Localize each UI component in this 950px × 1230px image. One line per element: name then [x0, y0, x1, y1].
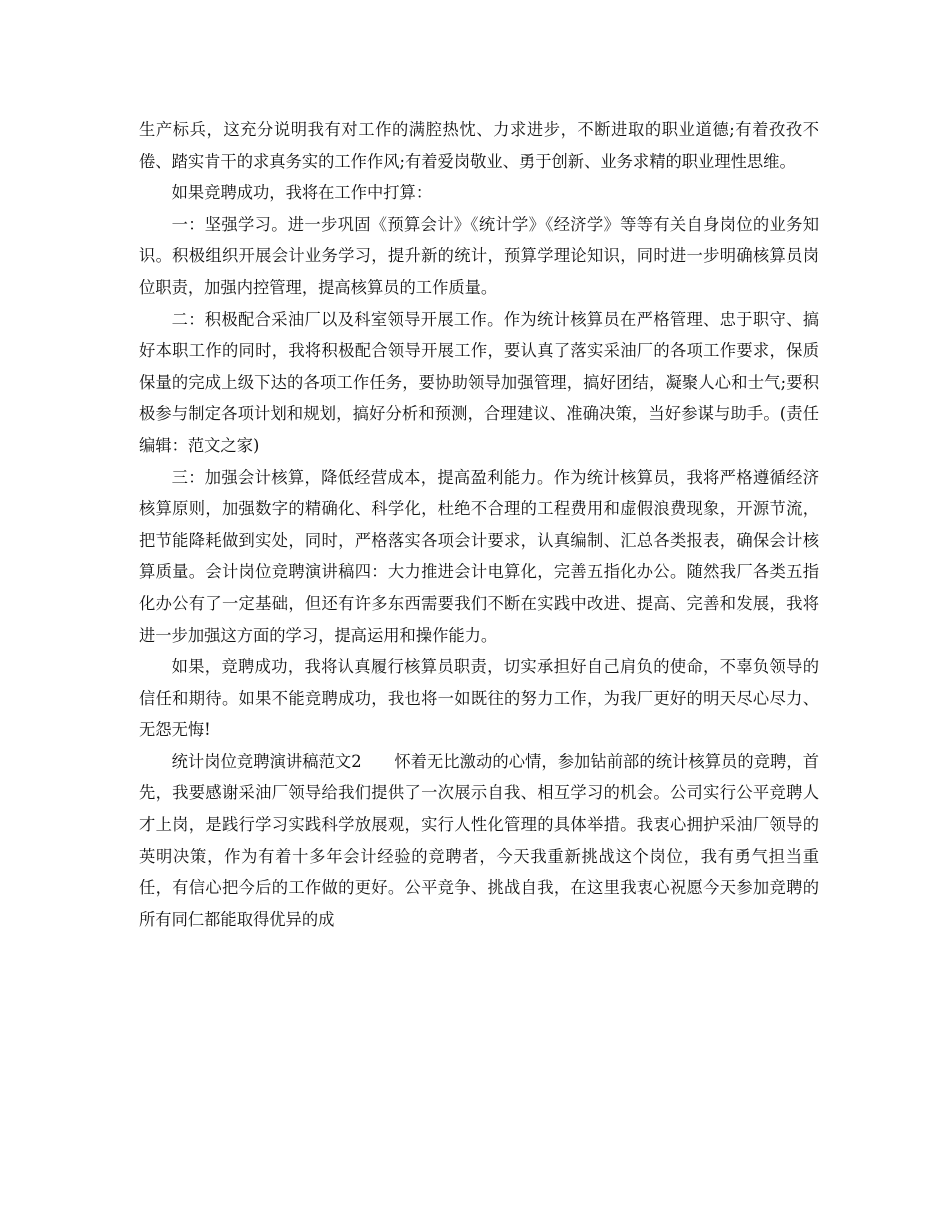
paragraph: 三：加强会计核算，降低经营成本，提高盈利能力。作为统计核算员，我将严格遵循经济核算原则，加强数字的精确化、科学化，杜绝不合理的工程费用和虚假浪费现象，开源节流，把节能降耗做到实处，同时，严格落实各项会计要求，认真编制、汇总各类报表，确保会计核算质量。会计岗位竞聘演讲稿四：大力推进会计电算化，完善五指化办公。随然我厂各类五指化办公有了一定基础，但还有许多东西需要我们不断在实践中改进、提高、完善和发展，我将进一步加强这方面的学习，提高运用和操作能力。 — [139, 467, 819, 645]
document-body — [139, 114, 819, 935]
paragraph-continuation: 生产标兵，这充分说明我有对工作的满腔热忱、力求进步，不断进取的职业道德;有着孜孜不倦、踏实肯干的求真务实的工作作风;有着爱岗敬业、勇于创新、业务求精的职业理性思维。 — [139, 120, 819, 171]
paragraph: 一：坚强学习。进一步巩固《预算会计》《统计学》《经济学》等等有关自身岗位的业务知识。积极组织开展会计业务学习，提升新的统计，预算学理论知识，同时进一步明确核算员岗位职责，加强内控管理，提高核算员的工作质量。 — [139, 214, 819, 297]
paragraph: 如果竞聘成功，我将在工作中打算： — [171, 183, 433, 203]
paragraph: 二：积极配合采油厂以及科室领导开展工作。作为统计核算员在严格管理、忠于职守、搞好本职工作的同时，我将积极配合领导开展工作，要认真了落实采油厂的各项工作要求，保质保量的完成上级下达的各项工作任务，要协助领导加强管理，搞好团结，凝聚人心和士气;要积极参与制定各项计划和规划，搞好分析和预测，合理建议、准确决策，当好参谋与助手。(责任编辑：范文之家) — [139, 309, 819, 455]
paragraph: 如果，竞聘成功，我将认真履行核算员职责，切实承担好自己肩负的使命，不辜负领导的信任和期待。如果不能竞聘成功，我也将一如既往的努力工作，为我厂更好的明天尽心尽力、无怨无悔! — [139, 657, 819, 740]
paragraph: 统计岗位竞聘演讲稿范文2 怀着无比激动的心情，参加钻前部的统计核算员的竞聘，首先，我要感谢采油厂领导给我们提供了一次展示自我、相互学习的机会。公司实行公平竞聘人才上岗，是践行学习实践科学放展观，实行人性化管理的具体举措。我衷心拥护采油厂领导的英明决策，作为有着十多年会计经验的竞聘者，今天我重新挑战这个岗位，我有勇气担当重任，有信心把今后的工作做的更好。公平竞争、挑战自我，在这里我衷心祝愿今天参加竞聘的所有同仁都能取得优异的成 — [139, 751, 819, 929]
